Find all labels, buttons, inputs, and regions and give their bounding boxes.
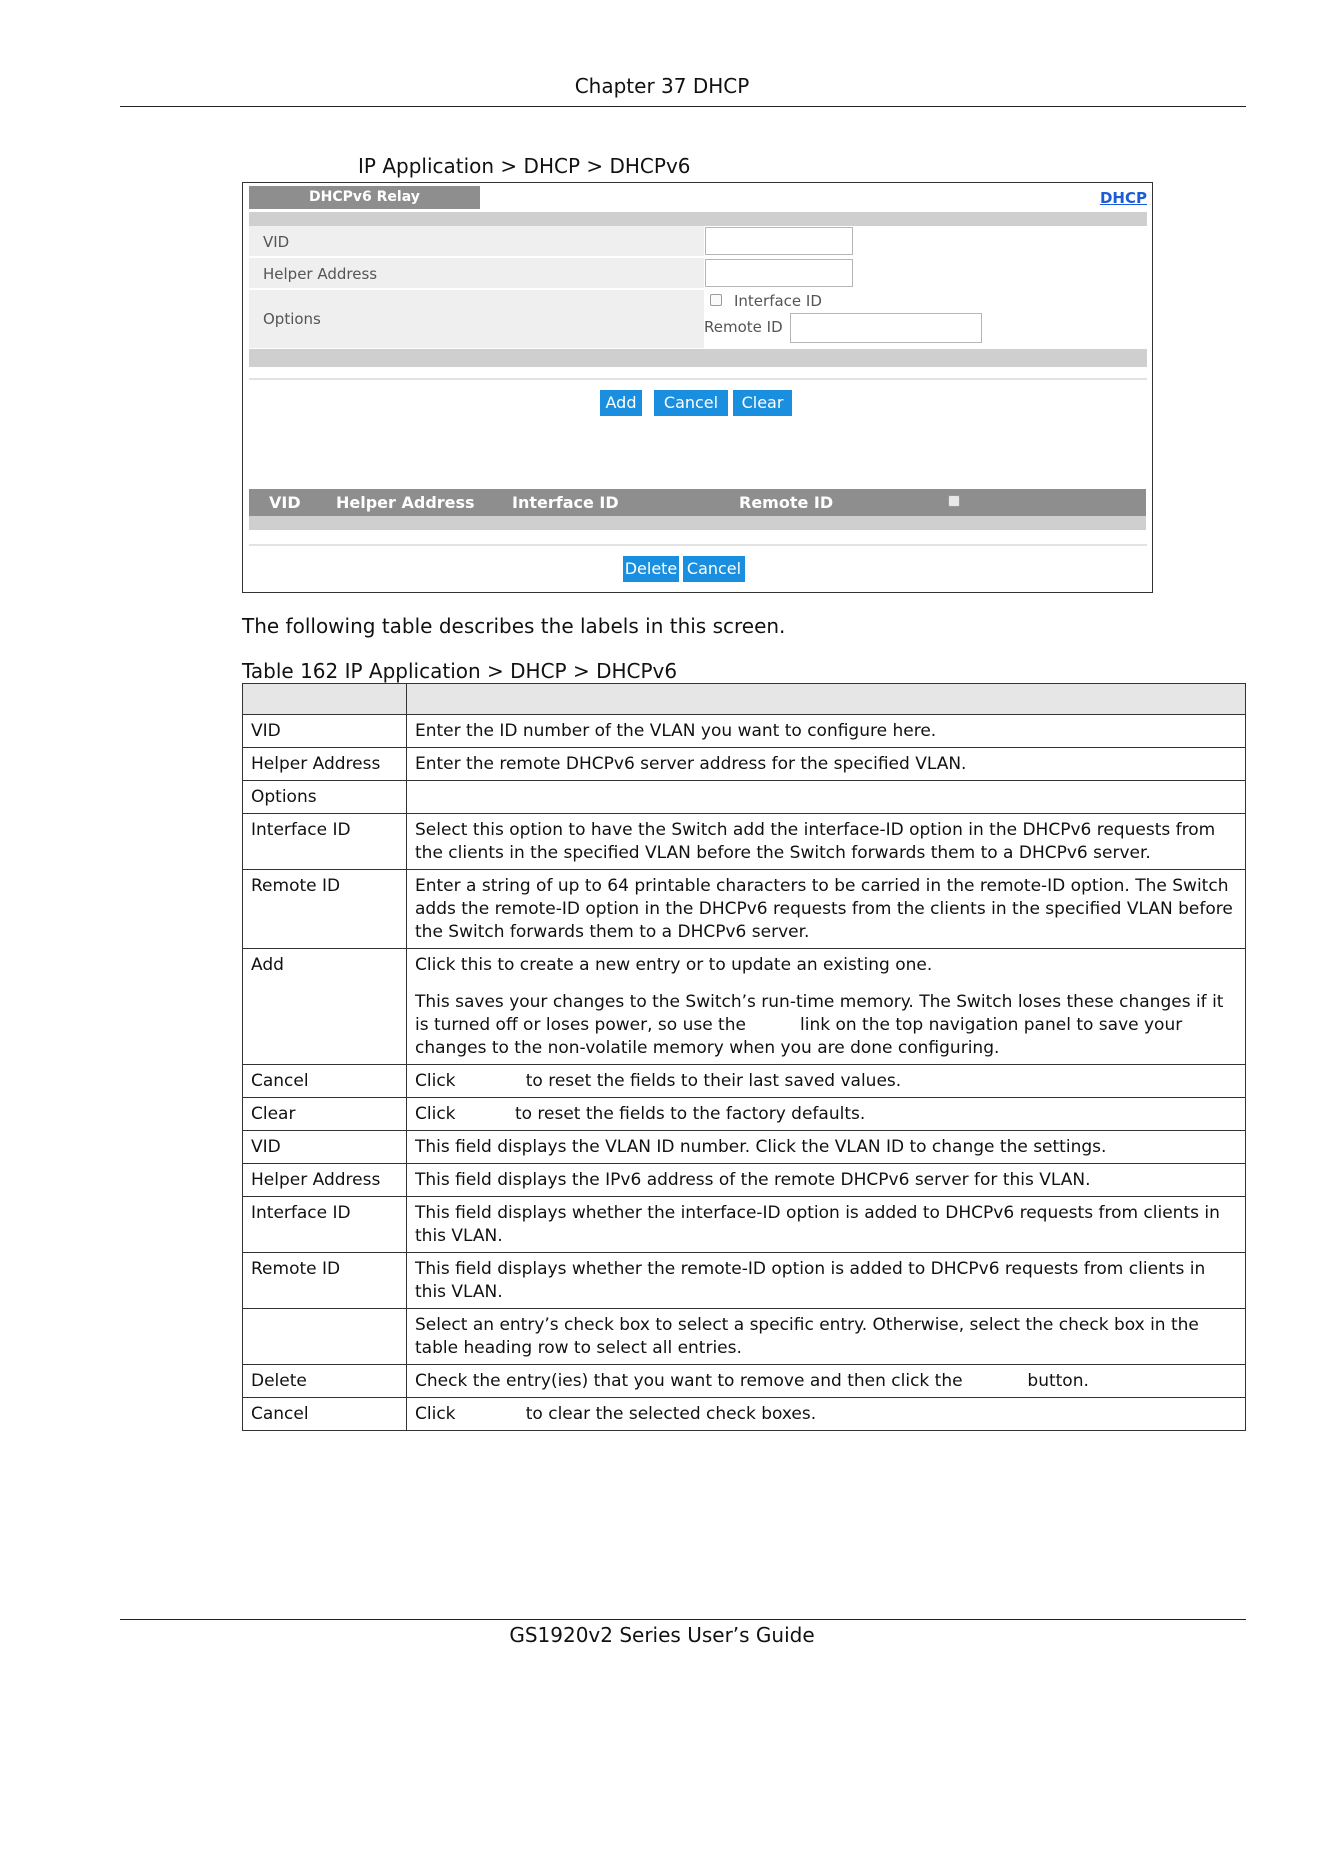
dhcp-link[interactable]: DHCP xyxy=(1099,189,1147,207)
table-row xyxy=(243,949,1246,1065)
tab-dhcpv6-relay[interactable] xyxy=(249,186,480,209)
options-row xyxy=(249,290,1147,348)
footer-guide-title: GS1920v2 Series User’s Guide xyxy=(509,1623,815,1647)
row-description: Enter the ID number of the VLAN you want to configure here. xyxy=(407,715,1246,748)
vid-label: VID xyxy=(263,233,290,251)
row-label: Helper Address xyxy=(243,748,407,781)
row-description: Enter the remote DHCPv6 server address for the specified VLAN. xyxy=(407,748,1246,781)
table-row xyxy=(243,715,1246,748)
list-header-row xyxy=(249,489,1146,516)
row-label: VID xyxy=(243,715,407,748)
row-label: Helper Address xyxy=(243,1164,407,1197)
table-row xyxy=(243,1253,1246,1309)
table-row xyxy=(243,1164,1246,1197)
row-description: Check the entry(ies) that you want to remove and then click the button. xyxy=(407,1365,1246,1398)
row-label xyxy=(243,1309,407,1365)
row-description xyxy=(407,949,1246,1065)
table-row xyxy=(243,1365,1246,1398)
row-description: Click to reset the fields to their last saved values. xyxy=(407,1065,1246,1098)
list-cancel-button[interactable]: Cancel xyxy=(683,556,745,582)
row-label: VID xyxy=(243,1131,407,1164)
table-header-row xyxy=(243,684,1246,715)
table-row xyxy=(243,1398,1246,1431)
remote-id-option-label: Remote ID xyxy=(704,318,783,336)
table-row xyxy=(243,1065,1246,1098)
options-label: Options xyxy=(263,310,321,328)
cancel-button[interactable]: Cancel xyxy=(654,390,728,416)
options-cell xyxy=(704,290,1147,348)
row-description: This field displays the IPv6 address of the remote DHCPv6 server for this VLAN. xyxy=(407,1164,1246,1197)
vid-input[interactable] xyxy=(705,227,853,255)
list-header-interface-id: Interface ID xyxy=(512,493,619,512)
table-row xyxy=(243,1197,1246,1253)
row-description xyxy=(407,781,1246,814)
row-description: Click to reset the fields to the factory defaults. xyxy=(407,1098,1246,1131)
table-row xyxy=(243,870,1246,949)
row-label: Add xyxy=(243,949,407,1065)
footer-rule xyxy=(120,1619,1246,1620)
helper-address-row xyxy=(249,258,1147,288)
row-description: Click to clear the selected check boxes. xyxy=(407,1398,1246,1431)
row-description: Enter a string of up to 64 printable characters to be carried in the remote-ID option. The Switch adds the remote-ID option in the DHCPv6 requests from the clients in the specified VLAN before the Switch forwards them to a DHCPv6 server. xyxy=(407,870,1246,949)
form-separator xyxy=(249,378,1147,380)
row-description-line: Click this to create a new entry or to update an existing one. xyxy=(415,955,933,975)
select-all-checkbox[interactable] xyxy=(948,495,960,507)
row-label: Cancel xyxy=(243,1398,407,1431)
remote-id-input[interactable] xyxy=(790,313,982,343)
row-label: Remote ID xyxy=(243,1253,407,1309)
tab-label: DHCPv6 Relay xyxy=(309,189,420,205)
list-header-remote-id: Remote ID xyxy=(739,493,834,512)
row-description: This field displays whether the remote-ID option is added to DHCPv6 requests from clients in this VLAN. xyxy=(407,1253,1246,1309)
table-row xyxy=(243,1131,1246,1164)
form-bottom-band xyxy=(249,349,1147,367)
row-label: Interface ID xyxy=(243,1197,407,1253)
row-label: Remote ID xyxy=(243,870,407,949)
row-description-line: This saves your changes to the Switch’s run-time memory. The Switch loses these changes if it is turned off or loses power, so use the link on the top navigation panel to save your changes to the non-volatile memory when you are done configuring. xyxy=(415,992,1229,1058)
vid-cell xyxy=(704,226,1147,256)
helper-address-label: Helper Address xyxy=(263,265,378,283)
add-button[interactable]: Add xyxy=(600,390,642,416)
list-header-helper-address: Helper Address xyxy=(336,493,475,512)
row-description: Select an entry’s check box to select a specific entry. Otherwise, select the check box in the table heading row to select all entries. xyxy=(407,1309,1246,1365)
vid-row xyxy=(249,226,1147,256)
form-top-band xyxy=(249,212,1147,226)
row-label: Delete xyxy=(243,1365,407,1398)
interface-id-option-label: Interface ID xyxy=(734,292,822,310)
list-band xyxy=(249,516,1146,530)
table-caption: Table 162 IP Application > DHCP > DHCPv6 xyxy=(242,659,678,683)
description-table xyxy=(242,683,1246,1431)
table-row xyxy=(243,814,1246,870)
clear-button[interactable]: Clear xyxy=(733,390,792,416)
helper-address-input[interactable] xyxy=(705,259,853,287)
table-row xyxy=(243,1098,1246,1131)
list-separator xyxy=(249,544,1147,546)
table-row xyxy=(243,748,1246,781)
table-row xyxy=(243,1309,1246,1365)
row-description: This field displays whether the interface-ID option is added to DHCPv6 requests from clients in this VLAN. xyxy=(407,1197,1246,1253)
helper-address-cell xyxy=(704,258,1147,288)
interface-id-checkbox[interactable] xyxy=(710,294,722,306)
row-label: Options xyxy=(243,781,407,814)
table-row xyxy=(243,781,1246,814)
delete-button[interactable]: Delete xyxy=(623,556,679,582)
chapter-header: Chapter 37 DHCP xyxy=(574,74,750,98)
row-label: Cancel xyxy=(243,1065,407,1098)
dhcpv6-relay-panel xyxy=(242,182,1153,593)
row-label: Interface ID xyxy=(243,814,407,870)
row-label: Clear xyxy=(243,1098,407,1131)
row-description: This field displays the VLAN ID number. Click the VLAN ID to change the settings. xyxy=(407,1131,1246,1164)
intro-text: The following table describes the labels in this screen. xyxy=(242,614,786,638)
row-description: Select this option to have the Switch add the interface-ID option in the DHCPv6 requests from the clients in the specified VLAN before the Switch forwards them to a DHCPv6 server. xyxy=(407,814,1246,870)
list-header-vid: VID xyxy=(269,493,301,512)
header-rule xyxy=(120,106,1246,107)
figure-caption: IP Application > DHCP > DHCPv6 xyxy=(358,154,691,178)
